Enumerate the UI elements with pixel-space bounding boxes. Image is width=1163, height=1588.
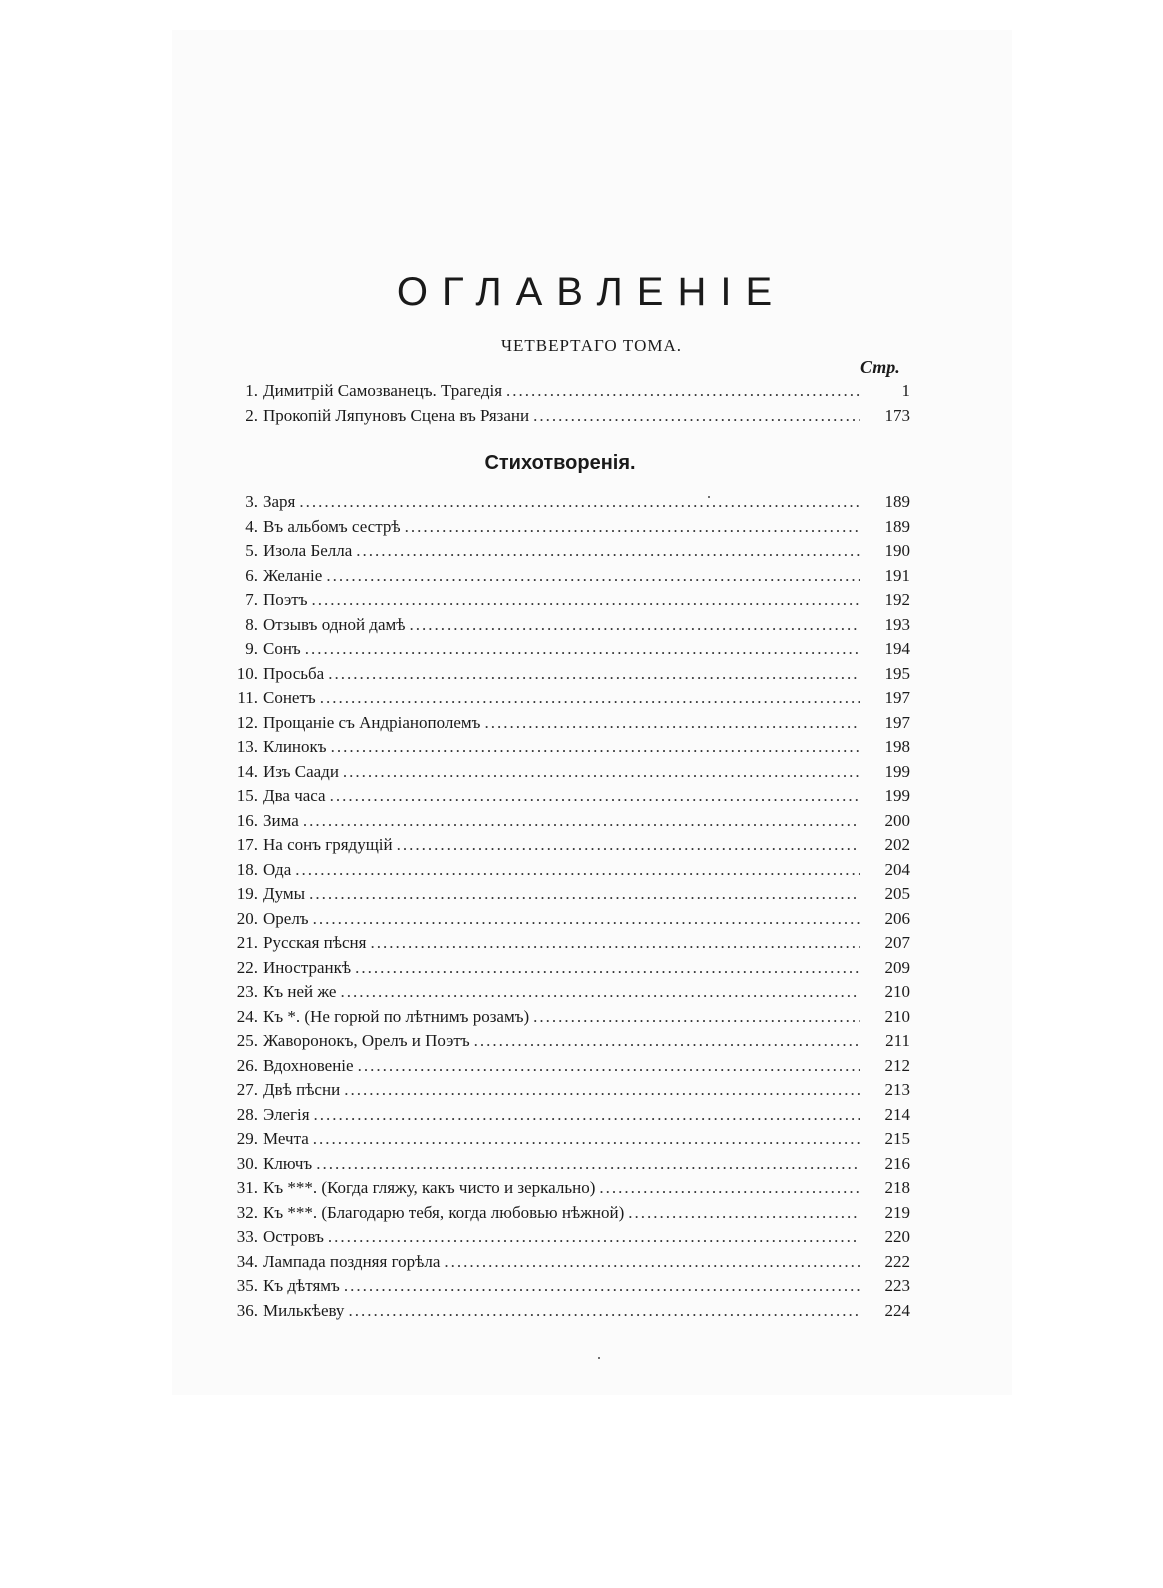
entry-number: 31. [236,1178,258,1197]
dot-leader [312,590,860,610]
dot-leader [295,860,860,880]
dot-leader [358,1056,860,1076]
entry-page: 194 [884,639,910,658]
toc-entry [222,958,910,983]
entry-title: Сонъ [263,639,301,658]
entry-number: 13. [236,737,258,756]
toc-entry [222,1056,910,1081]
entry-number: 21. [236,933,258,952]
page-title: ОГЛАВЛЕНIЕ [396,270,787,314]
toc-entry [222,1203,910,1228]
entry-title: Къ дѣтямъ [263,1276,340,1295]
page-subtitle: ЧЕТВЕРТАГО ТОМА. [500,336,683,355]
entry-page: 207 [884,933,910,952]
entry-page: 198 [884,737,910,756]
dot-leader [370,933,860,953]
entry-page: 220 [884,1227,910,1246]
toc-entry [222,492,910,517]
toc-entry [222,713,910,738]
toc-entry [222,762,910,787]
entry-title: Къ ***. (Благодарю тебя, когда любовью нѣжной) [263,1202,625,1222]
toc-entry [222,1080,910,1105]
entry-title: Русская пѣсня [263,933,367,952]
section-title: Стихотворенія. [484,452,636,474]
front-toc-list [222,381,910,430]
entry-page: 200 [884,810,910,830]
dot-leader [326,566,860,586]
entry-title: Думы [263,884,306,903]
dot-leader [533,406,860,426]
entry-page: 192 [884,590,910,609]
entry-title: Иностранкѣ [263,957,352,977]
entry-title: Орелъ [263,908,309,928]
entry-title: Клинокъ [263,737,327,756]
toc-entry [222,1227,910,1252]
entry-number: 16. [236,810,258,830]
entry-number: 5. [245,541,258,560]
entry-page: 213 [884,1080,910,1099]
toc-entry [222,664,910,689]
toc-entry [222,1007,910,1032]
toc-entry [222,1031,910,1056]
entry-page: 199 [884,761,910,781]
entry-page: 215 [884,1129,910,1148]
page-column-label: Стр. [860,357,900,377]
entry-number: 1. [245,381,258,400]
dot-leader [313,909,860,929]
poems-toc-list [222,492,910,1325]
entry-number: 29. [236,1129,258,1148]
dot-leader [344,1276,860,1296]
toc-entry [222,590,910,615]
entry-page: 209 [884,957,910,977]
entry-page: 214 [884,1104,910,1124]
entry-title: Ключъ [263,1153,313,1173]
entry-page: 211 [885,1031,910,1050]
entry-number: 27. [236,1080,258,1099]
toc-entry [222,406,910,431]
entry-number: 7. [245,590,258,609]
entry-page: 195 [884,663,910,683]
entry-number: 24. [236,1006,258,1026]
entry-title: Прокопій Ляпуновъ Сцена въ Рязани [263,405,530,425]
toc-entry [222,835,910,860]
entry-page: 219 [884,1202,910,1222]
entry-title: Отзывъ одной дамѣ [263,614,406,634]
dot-leader [599,1178,860,1198]
entry-title: Зима [263,810,299,830]
entry-title: Вдохновеніе [263,1055,354,1075]
dot-leader [474,1031,860,1051]
entry-number: 18. [236,859,258,879]
entry-page: 218 [884,1178,910,1197]
dot-leader [305,639,860,659]
entry-number: 25. [236,1031,258,1050]
entry-number: 10. [236,663,258,683]
entry-title: Изола Белла [263,541,353,560]
entry-page: 210 [884,1006,910,1026]
entry-title: Элегія [263,1104,310,1124]
dot-leader [299,492,860,512]
entry-number: 33. [236,1227,258,1246]
entry-number: 32. [236,1202,258,1222]
entry-number: 8. [245,614,258,634]
toc-entry [222,566,910,591]
dot-leader [316,1154,860,1174]
dot-leader [309,884,860,904]
dot-leader [444,1252,860,1272]
dot-leader [344,1080,860,1100]
entry-title: Димитрій Самозванецъ. Трагедія [263,381,503,400]
dot-leader [320,688,860,708]
dot-leader [484,713,860,733]
entry-number: 2. [245,405,258,425]
dot-leader [340,982,860,1002]
entry-number: 23. [236,982,258,1001]
toc-entry [222,615,910,640]
entry-title: Къ ***. (Когда гляжу, какъ чисто и зеркально) [263,1178,596,1197]
entry-page: 202 [884,835,910,854]
toc-entry [222,982,910,1007]
entry-title: Островъ [263,1227,324,1246]
entry-title: Милькѣеву [263,1300,345,1320]
entry-page: 197 [884,688,910,707]
entry-number: 20. [236,908,258,928]
dot-leader [331,737,860,757]
entry-page: 197 [884,712,910,732]
entry-number: 30. [236,1153,258,1173]
dot-leader [328,664,860,684]
entry-page: 212 [884,1055,910,1075]
toc-entry [222,786,910,811]
dot-leader [328,1227,860,1247]
dot-leader [348,1301,860,1321]
entry-page: 190 [884,541,910,560]
toc-entry [222,541,910,566]
entry-number: 35. [236,1276,258,1295]
toc-entry [222,1154,910,1179]
dot-leader [628,1203,860,1223]
entry-title: Прощаніе съ Андріанополемъ [263,712,481,732]
entry-title: Къ ней же [263,982,337,1001]
dot-leader [409,615,860,635]
entry-title: Желаніе [263,565,323,585]
entry-number: 14. [236,761,258,781]
entry-number: 17. [236,835,258,854]
entry-number: 28. [236,1104,258,1124]
entry-title: Ода [263,859,292,879]
entry-title: Изъ Саади [263,761,339,781]
toc-entry [222,688,910,713]
entry-page: 1 [901,381,910,400]
dot-leader [356,541,860,561]
entry-page: 193 [884,614,910,634]
toc-entry [222,737,910,762]
entry-number: 9. [245,639,258,658]
toc-entry [222,1276,910,1301]
entry-page: 210 [884,982,910,1001]
toc-entry [222,1252,910,1277]
toc-entry [222,1105,910,1130]
entry-page: 223 [884,1276,910,1295]
entry-title: Сонетъ [263,688,316,707]
dot-leader [355,958,860,978]
scan-speck [598,1357,600,1359]
entry-page: 173 [884,405,910,425]
entry-page: 206 [884,908,910,928]
entry-page: 222 [884,1251,910,1271]
entry-page: 216 [884,1153,910,1173]
dot-leader [303,811,860,831]
entry-title: Двѣ пѣсни [263,1080,341,1099]
entry-page: 204 [884,859,910,879]
dot-leader [506,381,860,401]
entry-title: Два часа [263,786,326,805]
entry-number: 3. [245,492,258,511]
entry-number: 6. [245,565,258,585]
entry-number: 15. [236,786,258,805]
toc-entry [222,1301,910,1326]
entry-title: На сонъ грядущій [263,835,393,854]
entry-number: 12. [236,712,258,732]
entry-number: 19. [236,884,258,903]
scan-speck [708,496,710,498]
entry-page: 191 [884,565,910,585]
dot-leader [397,835,860,855]
dot-leader [314,1105,860,1125]
entry-title: Поэтъ [263,590,308,609]
dot-leader [405,517,860,537]
toc-entry [222,811,910,836]
dot-leader [330,786,860,806]
entry-title: Къ *. (Не горюй по лѣтнимъ розамъ) [263,1006,530,1026]
toc-entry [222,860,910,885]
toc-entry [222,517,910,542]
dot-leader [313,1129,860,1149]
toc-entry [222,1178,910,1203]
dot-leader [343,762,860,782]
toc-entry [222,884,910,909]
entry-title: Въ альбомъ сестрѣ [263,516,401,536]
entry-page: 205 [884,884,910,903]
entry-number: 26. [236,1055,258,1075]
toc-entry [222,1129,910,1154]
entry-number: 22. [236,957,258,977]
entry-page: 199 [884,786,910,805]
entry-title: Жаворонокъ, Орелъ и Поэтъ [263,1031,470,1050]
toc-entry [222,381,910,406]
entry-number: 4. [245,516,258,536]
entry-page: 189 [884,492,910,511]
toc-entry [222,639,910,664]
entry-page: 189 [884,516,910,536]
dot-leader [533,1007,860,1027]
toc-entry [222,909,910,934]
entry-page: 224 [884,1300,910,1320]
entry-title: Заря [263,492,296,511]
entry-title: Просьба [263,663,325,683]
entry-title: Лампада поздняя горѣла [263,1251,441,1271]
toc-entry [222,933,910,958]
entry-number: 11. [237,688,258,707]
entry-number: 34. [236,1251,258,1271]
entry-title: Мечта [263,1129,309,1148]
entry-number: 36. [236,1300,258,1320]
